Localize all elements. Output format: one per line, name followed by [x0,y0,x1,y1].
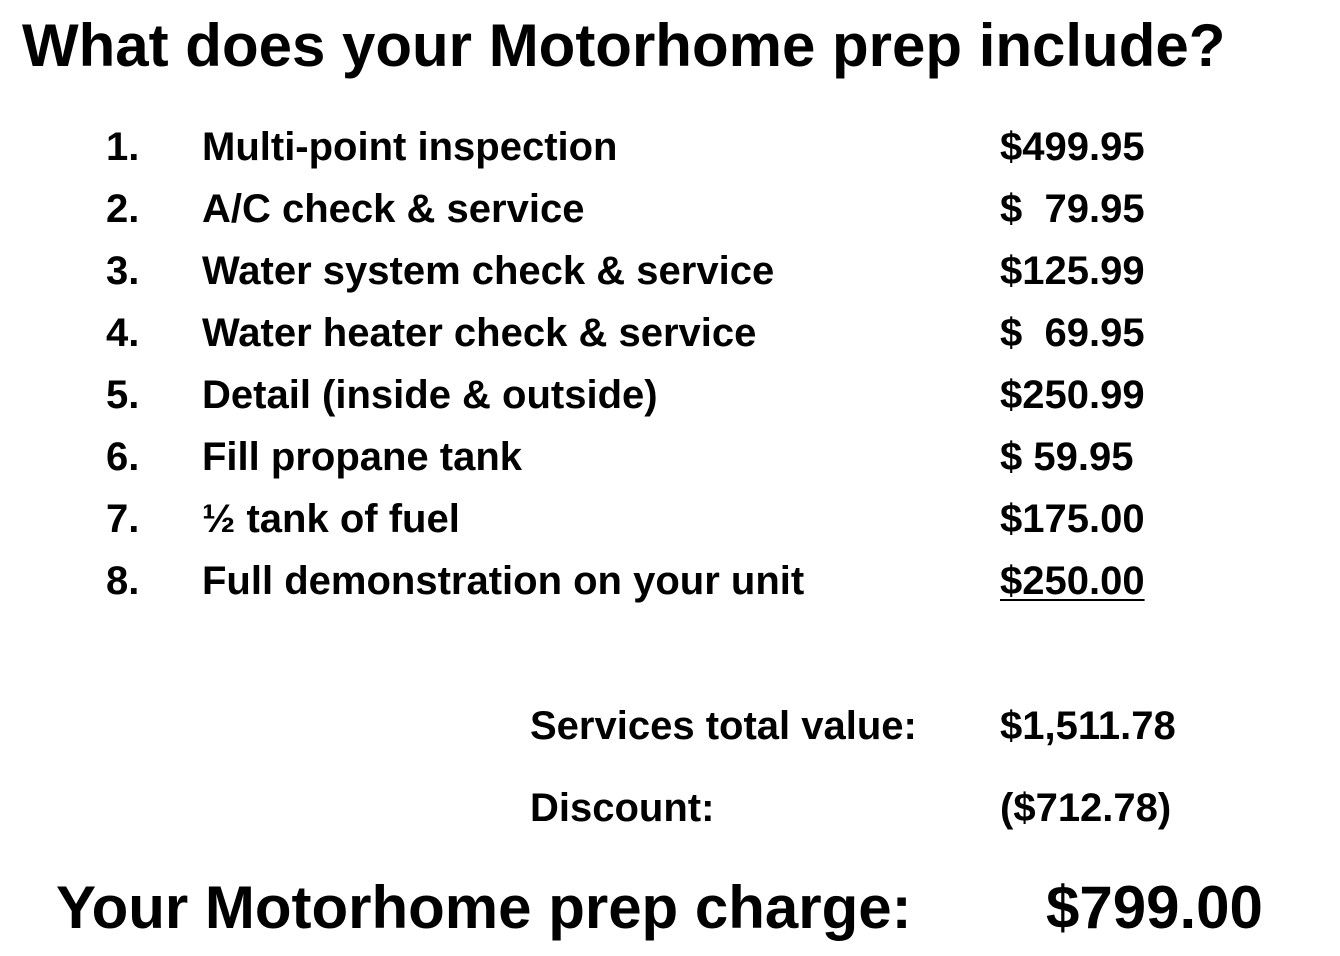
item-description: Fill propane tank [202,435,523,479]
discount-label: Discount: [530,786,715,830]
list-item [0,240,1340,302]
item-number: 2. [106,187,140,231]
item-price: $ 59.95 [1000,435,1134,479]
list-item [0,550,1340,612]
item-description: Water heater check & service [202,311,757,355]
item-number: 5. [106,373,140,417]
prep-charge-label: Your Motorhome prep charge: [56,874,912,941]
services-total-value: $1,511.78 [1000,704,1176,748]
page-title: What does your Motorhome prep include? [22,12,1226,79]
item-price: $175.00 [1000,497,1145,541]
list-item [0,178,1340,240]
item-number: 6. [106,435,140,479]
item-description: Detail (inside & outside) [202,373,658,417]
item-number: 1. [106,125,140,169]
item-price: $250.99 [1000,373,1145,417]
item-number: 3. [106,249,140,293]
item-price: $ 69.95 [1000,311,1145,355]
item-description: Full demonstration on your unit [202,559,805,603]
services-list [0,116,1340,612]
list-item [0,302,1340,364]
item-number: 7. [106,497,140,541]
item-price: $499.95 [1000,125,1145,169]
discount-value: ($712.78) [1000,786,1172,830]
item-description: Multi-point inspection [202,125,618,169]
list-item [0,116,1340,178]
item-description: ½ tank of fuel [202,497,460,541]
item-number: 4. [106,311,140,355]
list-item [0,426,1340,488]
item-number: 8. [106,559,140,603]
services-total-label: Services total value: [530,704,917,748]
item-description: A/C check & service [202,187,585,231]
item-price: $125.99 [1000,249,1145,293]
prep-charge-value: $799.00 [1046,874,1263,941]
item-description: Water system check & service [202,249,775,293]
list-item [0,488,1340,550]
item-price: $250.00 [1000,559,1145,603]
item-price: $ 79.95 [1000,187,1145,231]
list-item [0,364,1340,426]
